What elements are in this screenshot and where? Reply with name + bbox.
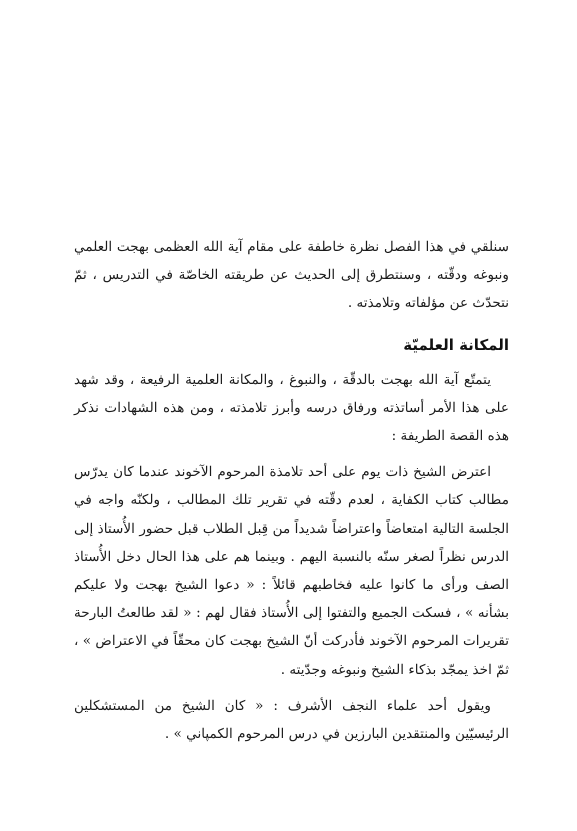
intro-paragraph: سنلقي في هذا الفصل نظرة خاطفة على مقام آية الله العظمى بهجت العلمي ونبوغه ودقّته ، وسنتطرق إلى الحديث عن طريقته الخاصّة في التدريس ، ثمّ نتحدّث عن مؤلفاته وتلامذته . bbox=[74, 239, 509, 312]
paragraph-1: يتمتّع آية الله بهجت بالدقّة ، والنبوغ ، والمكانة العلمية الرفيعة ، وقد شهد على هذا الأمر أساتذته ورفاق درسه وأبرز تلامذته ، ومن هذه الشهادات نذكر هذه القصة الطريفة : bbox=[74, 371, 509, 445]
text-block bbox=[74, 233, 509, 748]
paragraph-3: ويقول أحد علماء النجف الأشرف : « كان الشيخ من المستشكلين الرئيسيّين والمنتقدين البارزين في درس المرحوم الكمپاني » . bbox=[74, 697, 509, 743]
section-heading: المكانة العلميّة bbox=[403, 335, 509, 354]
paragraph-2: اعترض الشيخ ذات يوم على أحد تلامذة المرحوم الآخوند عندما كان يدرّس مطالب كتاب الكفاية ، لعدم دقّته في تقرير تلك المطالب ، ولكنّه واجه في الجلسة التالية امتعاضاً واعتراضاً شديداً من قِبل الطلاب قبل حضور الأُستاذ إلى الدرس نظراً لصغر سنّه بالنسبة اليهم . وبينما هم على هذا الحال دخل الأُستاذ الصف ورأى ما كانوا عليه فخاطبهم قائلاً : « دعوا الشيخ بهجت ولا عليكم بشأنه » ، فسكت الجميع والتفتوا إلى الأُستاذ فقال لهم : « لقد طالعتُ البارحة تقريرات المرحوم الآخوند فأدركت أنّ الشيخ بهجت كان محقّاً في الاعتراض » ، ثمّ اخذ يمجّد بذكاء الشيخ ونبوغه وجدّيته . bbox=[74, 464, 509, 678]
